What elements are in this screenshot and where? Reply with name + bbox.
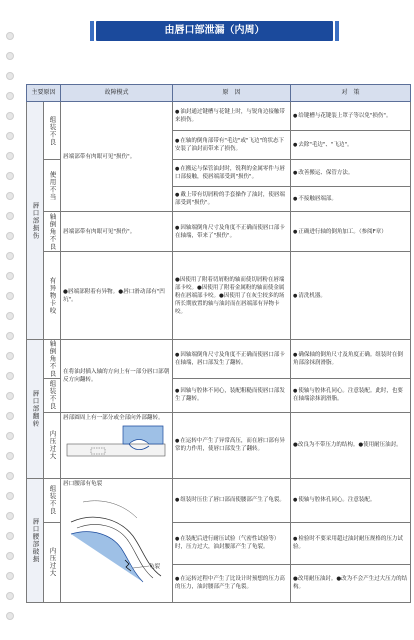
measure-cell: ● 确保轴的倒角尺寸及角度正确。组装时在倒角部涂抹润滑脂。 xyxy=(291,340,411,379)
minor-cause: 组装不良 xyxy=(44,478,61,522)
failure-mode: 唇端部带有肉眼可见"损伤"。 xyxy=(61,212,173,252)
minor-cause: 轴倒角不良 xyxy=(44,340,61,379)
table-row xyxy=(27,478,411,522)
header-major-cause: 主要原因 xyxy=(27,85,61,102)
measure-cell: ● 给键槽与花键装上罩子等以免"损伤"。 xyxy=(291,102,411,131)
cause-cell: ● 油封通过键槽与花键上时，与锐角边接触带来损伤。 xyxy=(173,102,291,131)
measure-cell: ● 不接触唇端部。 xyxy=(291,187,411,212)
major-cause-lip-damage: 唇口部损伤 xyxy=(27,102,44,340)
failure-mode: 唇部圆周上有一部分或全部向外部翻转。 xyxy=(61,412,173,478)
cause-cell: ● 组装时压住了唇口部而使腰部产生了龟裂。 xyxy=(173,478,291,522)
table-header-row xyxy=(27,85,411,102)
cause-cell: ● 在轴的倒角部带有"毛边"或"飞边"的状态下安装了油封而带来了损伤。 xyxy=(173,131,291,160)
minor-cause: 有异物卡咬 xyxy=(44,252,61,340)
table-row xyxy=(27,252,411,340)
measure-cell: ● 检验时不要采用超过油封耐压规格的压力试验。 xyxy=(291,522,411,564)
measure-cell: ● 去除"毛边"、"飞边"。 xyxy=(291,131,411,160)
measure-cell: ● 清洗机器。 xyxy=(291,252,411,340)
document-page xyxy=(26,0,410,640)
header-cause: 原 因 xyxy=(173,85,291,102)
measure-cell: ●改良为不带压力的结构。●使用耐压油封。 xyxy=(291,412,411,478)
minor-cause: 内压过大 xyxy=(44,412,61,478)
minor-cause: 组装不良 xyxy=(44,102,61,160)
cause-cell: ● 在装配后进行耐压试验（气密性试验等）时，压力过大，油封腰部产生了龟裂。 xyxy=(173,522,291,564)
lip-inversion-illustration xyxy=(63,422,169,466)
minor-cause: 组装不良 xyxy=(44,378,61,412)
table-row xyxy=(27,412,411,478)
minor-cause: 内压过大 xyxy=(44,522,61,602)
binding-holes xyxy=(6,0,14,640)
cause-cell: ● 因轴端倒角尺寸及角度不正确而使唇口部卡在轴端，带来了"损伤"。 xyxy=(173,212,291,252)
page-title: 由唇口部泄漏（内周） xyxy=(96,21,333,41)
cause-cell: ● 因轴与腔体不同心，装配粗糙而使唇口部发生了翻转。 xyxy=(173,378,291,412)
cause-cell: ● 因轴端倒角尺寸及角度不正确而使唇口部卡在轴端，唇口部发生了翻转。 xyxy=(173,340,291,379)
failure-mode: ●唇端部附着有异物。●唇口滑动部有"凹坑"。 xyxy=(61,252,173,340)
crack-label: 龟裂 xyxy=(149,563,161,570)
measure-cell: ● 使轴与腔体孔同心。注意装配。此时，也要在轴端涂抹润滑脂。 xyxy=(291,378,411,412)
cause-cell: ● 在运转中产生了异常高压，而在唇口部有异常的力作用，使唇口部发生了翻转。 xyxy=(173,412,291,478)
measure-cell: ● 使轴与腔体孔同心。注意装配。 xyxy=(291,478,411,522)
table-row xyxy=(27,340,411,379)
failure-mode: 唇端部带有肉眼可见"损伤"。 xyxy=(61,102,173,212)
minor-cause: 使用不当 xyxy=(44,160,61,212)
measure-cell: ● 正确进行轴的倒角加工。（参阅F章） xyxy=(291,212,411,252)
measure-cell: ● 改善搬运、保管方法。 xyxy=(291,160,411,187)
cause-cell: ● 戴上带有切屑粉的手套操作了油封，使唇端部受到"损伤"。 xyxy=(173,187,291,212)
header-measure: 对 策 xyxy=(291,85,411,102)
table-row xyxy=(27,102,411,131)
major-cause-lip-waist-damage: 唇口腰部破损 xyxy=(27,478,44,602)
lip-waist-crack-illustration xyxy=(63,488,169,588)
cause-cell: ● 在搬运与保管油封时，锐利的金属零件与唇口部接触，使唇端部受到"损伤"。 xyxy=(173,160,291,187)
cause-cell: ●因使用了附着切屑粉的轴而使切屑粉在唇端部卡咬。●因使用了附着金属粉的轴而使金属粉在唇端部卡咬。●因使用了在灰尘较多的场所长期放置的轴与油封而在唇端部有异物卡咬。 xyxy=(173,252,291,340)
header-failure-mode: 故障模式 xyxy=(61,85,173,102)
measure-cell: ●改用耐压油封。●改为不会产生过大压力的结构。 xyxy=(291,564,411,602)
failure-mode: 唇口腰部有龟裂 龟裂 xyxy=(61,478,173,602)
troubleshooting-table xyxy=(26,84,411,603)
failure-mode: 在将油封插入轴的方向上有一部分唇口部朝反方向翻转。 xyxy=(61,340,173,413)
table-row xyxy=(27,212,411,252)
minor-cause: 轴倒角不良 xyxy=(44,212,61,252)
cause-cell: ● 在运转过程中产生了比设计时预想的压力高的压力，油封腰部产生了龟裂。 xyxy=(173,564,291,602)
major-cause-lip-inversion: 唇口部翻转 xyxy=(27,340,44,479)
